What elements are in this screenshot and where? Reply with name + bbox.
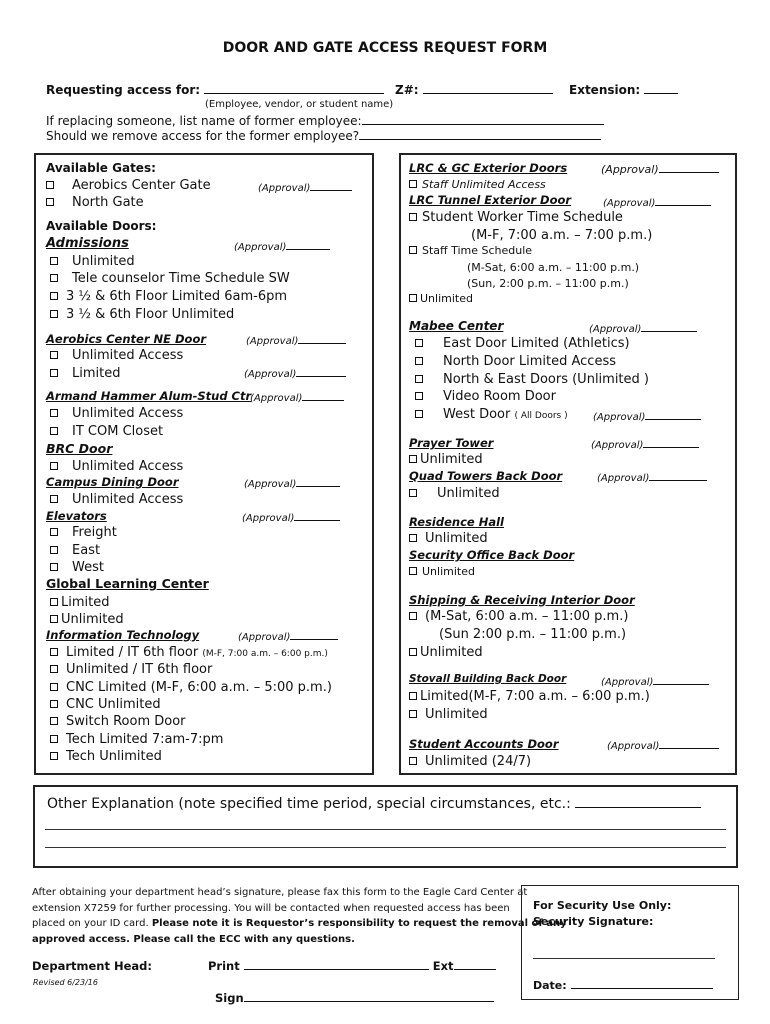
checkbox[interactable]	[415, 339, 423, 347]
checkbox[interactable]	[50, 495, 58, 503]
approval-label: (Approval)	[258, 180, 352, 194]
date-field[interactable]	[571, 978, 713, 989]
checkbox[interactable]	[50, 598, 58, 606]
date-label: Date:	[533, 978, 713, 992]
approval-label: (Approval)	[246, 333, 346, 347]
approval-label: (Approval)	[591, 437, 699, 451]
door-option[interactable]: Student Worker Time Schedule	[409, 209, 623, 226]
replace-field[interactable]	[362, 114, 604, 125]
door-option[interactable]: IT COM Closet	[50, 423, 163, 440]
door-option[interactable]: East	[50, 542, 100, 559]
approval-label: (Approval)	[242, 510, 340, 524]
extension-field[interactable]	[644, 83, 678, 94]
door-option[interactable]: Limited / IT 6th floor (M-F, 7:00 a.m. – 6:00 p.m.)	[50, 644, 328, 663]
ext-field[interactable]	[454, 959, 496, 970]
door-option[interactable]: 3 ½ & 6th Floor Limited 6am-6pm	[50, 288, 287, 305]
dining-heading: Campus Dining Door	[46, 475, 179, 489]
student-accounts-heading: Student Accounts Door	[409, 737, 559, 751]
approval-label: (Approval)	[250, 390, 344, 404]
checkbox[interactable]	[415, 410, 423, 418]
door-option[interactable]: Unlimited	[50, 611, 124, 628]
other-explanation-label: Other Explanation (note specified time period, special circumstances, etc.:	[47, 795, 701, 812]
hours-text: (M-Sat, 6:00 a.m. – 11:00 p.m.)	[467, 261, 640, 274]
other-explanation-box	[33, 785, 738, 868]
form-title: DOOR AND GATE ACCESS REQUEST FORM	[222, 40, 548, 56]
gates-heading: Available Gates:	[46, 161, 156, 175]
checkbox[interactable]	[50, 310, 58, 318]
door-option[interactable]: CNC Unlimited	[50, 696, 161, 713]
door-option[interactable]: Unlimited Access	[50, 491, 183, 508]
checkbox[interactable]	[50, 683, 58, 691]
admissions-heading: Admissions	[46, 236, 129, 251]
lrc-ext-heading: LRC & GC Exterior Doors	[409, 161, 568, 175]
prayer-heading: Prayer Tower	[409, 436, 494, 450]
checkbox[interactable]	[409, 692, 417, 700]
door-option[interactable]: Limited(M-F, 7:00 a.m. – 6:00 p.m.)	[409, 688, 650, 705]
lrc-tunnel-heading: LRC Tunnel Exterior Door	[409, 193, 572, 207]
requesting-field[interactable]	[204, 83, 384, 94]
checkbox[interactable]	[409, 455, 417, 463]
door-option[interactable]: Limited	[50, 365, 120, 382]
door-option[interactable]: North & East Doors (Unlimited )	[415, 371, 649, 388]
z-label: Z#:	[395, 83, 553, 97]
door-option[interactable]: Switch Room Door	[50, 713, 186, 730]
door-option[interactable]: Unlimited	[409, 564, 475, 579]
checkbox[interactable]	[409, 213, 417, 221]
door-option[interactable]: Unlimited / IT 6th floor	[50, 661, 212, 678]
mabee-heading: Mabee Center	[409, 319, 504, 333]
checkbox[interactable]	[409, 612, 417, 620]
door-option[interactable]: Unlimited	[409, 291, 473, 306]
checkbox[interactable]	[50, 648, 58, 656]
door-option[interactable]: Limited	[50, 594, 109, 611]
checkbox[interactable]	[409, 534, 417, 542]
approval-label: (Approval)	[601, 162, 719, 176]
checkbox[interactable]	[50, 546, 58, 554]
requesting-label: Requesting access for:	[46, 83, 384, 97]
checkbox[interactable]	[50, 700, 58, 708]
checkbox[interactable]	[50, 735, 58, 743]
checkbox[interactable]	[46, 198, 54, 206]
approval-label: (Approval)	[234, 239, 330, 253]
door-option[interactable]: (M-Sat, 6:00 a.m. – 11:00 p.m.)	[409, 608, 628, 625]
employee-note: (Employee, vendor, or student name)	[205, 99, 394, 110]
approval-label: (Approval)	[244, 476, 340, 490]
checkbox[interactable]	[50, 369, 58, 377]
door-option[interactable]: Unlimited	[50, 253, 135, 270]
door-option[interactable]: Unlimited	[409, 485, 500, 502]
checkbox[interactable]	[50, 717, 58, 725]
security-heading: Security Office Back Door	[409, 548, 575, 562]
gate-option[interactable]: North Gate	[46, 194, 144, 211]
instructions: After obtaining your department head’s signature, please fax this form to the Eagle Card Center at extension X7259 for further processing. You will be contacted when requested access has been placed on your ID card. Please note it is Requestor’s responsibility to request the removal of any approved access. Please call the ECC with any questions.	[32, 887, 567, 945]
sign-field[interactable]	[244, 991, 494, 1002]
approval-label: (Approval)	[589, 321, 697, 335]
hours-text: (Sun, 2:00 p.m. – 11:00 p.m.)	[467, 277, 629, 290]
aerobics-heading: Aerobics Center NE Door	[46, 332, 207, 346]
it-heading: Information Technology	[46, 628, 200, 642]
approval-label: (Approval)	[603, 195, 711, 209]
checkbox[interactable]	[50, 257, 58, 265]
right-options-box	[399, 153, 737, 775]
door-option[interactable]: Staff Unlimited Access	[409, 177, 546, 192]
approval-label: (Approval)	[238, 629, 338, 643]
residence-heading: Residence Hall	[409, 515, 504, 529]
checkbox[interactable]	[50, 351, 58, 359]
approval-label: (Approval)	[244, 366, 346, 380]
glc-heading: Global Learning Center	[46, 576, 209, 591]
brc-heading: BRC Door	[46, 441, 113, 456]
checkbox[interactable]	[50, 615, 58, 623]
door-option[interactable]: West Door ( All Doors )	[415, 406, 568, 425]
door-option[interactable]: 3 ½ & 6th Floor Unlimited	[50, 306, 234, 323]
door-option[interactable]: West	[50, 559, 104, 576]
door-option[interactable]: Unlimited	[409, 530, 488, 547]
sign-label: Sign	[215, 991, 494, 1005]
approval-label: (Approval)	[593, 409, 701, 423]
checkbox[interactable]	[409, 180, 417, 188]
checkbox[interactable]	[50, 462, 58, 470]
explanation-line[interactable]	[45, 847, 726, 848]
door-option[interactable]: Unlimited (24/7)	[409, 753, 531, 770]
door-option[interactable]: Unlimited Access	[50, 405, 183, 422]
door-option[interactable]: Unlimited	[409, 644, 483, 661]
remove-field[interactable]	[359, 129, 601, 140]
door-option[interactable]: Unlimited Access	[50, 458, 183, 475]
checkbox[interactable]	[50, 409, 58, 417]
gate-option[interactable]: Aerobics Center Gate	[46, 177, 211, 194]
door-option[interactable]: Unlimited	[409, 706, 488, 723]
extension-label: Extension:	[569, 83, 678, 97]
checkbox[interactable]	[50, 528, 58, 536]
checkbox[interactable]	[409, 648, 417, 656]
shipping-heading: Shipping & Receiving Interior Door	[409, 593, 635, 607]
door-option[interactable]: East Door Limited (Athletics)	[415, 335, 630, 352]
door-option[interactable]: Freight	[50, 524, 117, 541]
security-signature-label: Security Signature:	[533, 915, 654, 928]
checkbox[interactable]	[409, 489, 417, 497]
checkbox[interactable]	[415, 375, 423, 383]
door-option[interactable]: Tech Unlimited	[50, 748, 162, 765]
door-option[interactable]: Tech Limited 7:am-7:pm	[50, 731, 223, 748]
checkbox[interactable]	[409, 294, 417, 302]
checkbox[interactable]	[409, 757, 417, 765]
checkbox[interactable]	[50, 665, 58, 673]
print-label: Print Ext	[208, 959, 496, 973]
door-option[interactable]: CNC Limited (M-F, 6:00 a.m. – 5:00 p.m.)	[50, 679, 332, 696]
z-field[interactable]	[423, 83, 553, 94]
door-option[interactable]: Video Room Door	[415, 388, 556, 405]
checkbox[interactable]	[50, 427, 58, 435]
security-box	[521, 885, 739, 1000]
doors-heading: Available Doors:	[46, 219, 157, 233]
checkbox[interactable]	[50, 752, 58, 760]
remove-label: Should we remove access for the former employee?	[46, 129, 601, 143]
replace-label: If replacing someone, list name of former employee:	[46, 114, 604, 128]
checkbox[interactable]	[415, 357, 423, 365]
quad-heading: Quad Towers Back Door	[409, 469, 563, 483]
armand-heading: Armand Hammer Alum-Stud Ctr	[46, 389, 252, 403]
elevators-heading: Elevators	[46, 509, 107, 523]
door-option[interactable]: North Door Limited Access	[415, 353, 616, 370]
hours-text: (Sun 2:00 p.m. – 11:00 p.m.)	[439, 627, 627, 642]
department-head-label: Department Head:	[32, 959, 152, 973]
checkbox[interactable]	[46, 181, 54, 189]
revised-date: Revised 6/23/16	[33, 978, 98, 987]
left-options-box	[34, 153, 374, 775]
security-signature-line[interactable]	[533, 958, 715, 959]
checkbox[interactable]	[409, 246, 417, 254]
checkbox[interactable]	[50, 563, 58, 571]
print-field[interactable]	[244, 959, 429, 970]
explanation-line[interactable]	[45, 829, 726, 830]
hours-text: (M-F, 7:00 a.m. – 7:00 p.m.)	[471, 228, 653, 243]
door-option[interactable]: Unlimited	[409, 451, 483, 468]
approval-label: (Approval)	[601, 674, 709, 688]
checkbox[interactable]	[415, 392, 423, 400]
checkbox[interactable]	[50, 274, 58, 282]
checkbox[interactable]	[409, 567, 417, 575]
checkbox[interactable]	[409, 710, 417, 718]
door-option[interactable]: Tele counselor Time Schedule SW	[50, 270, 290, 287]
door-option[interactable]: Staff Time Schedule	[409, 243, 532, 258]
stovall-heading: Stovall Building Back Door	[409, 673, 567, 685]
security-use-label: For Security Use Only:	[533, 899, 672, 912]
approval-label: (Approval)	[607, 738, 719, 752]
door-option[interactable]: Unlimited Access	[50, 347, 183, 364]
checkbox[interactable]	[50, 292, 58, 300]
approval-label: (Approval)	[597, 470, 707, 484]
